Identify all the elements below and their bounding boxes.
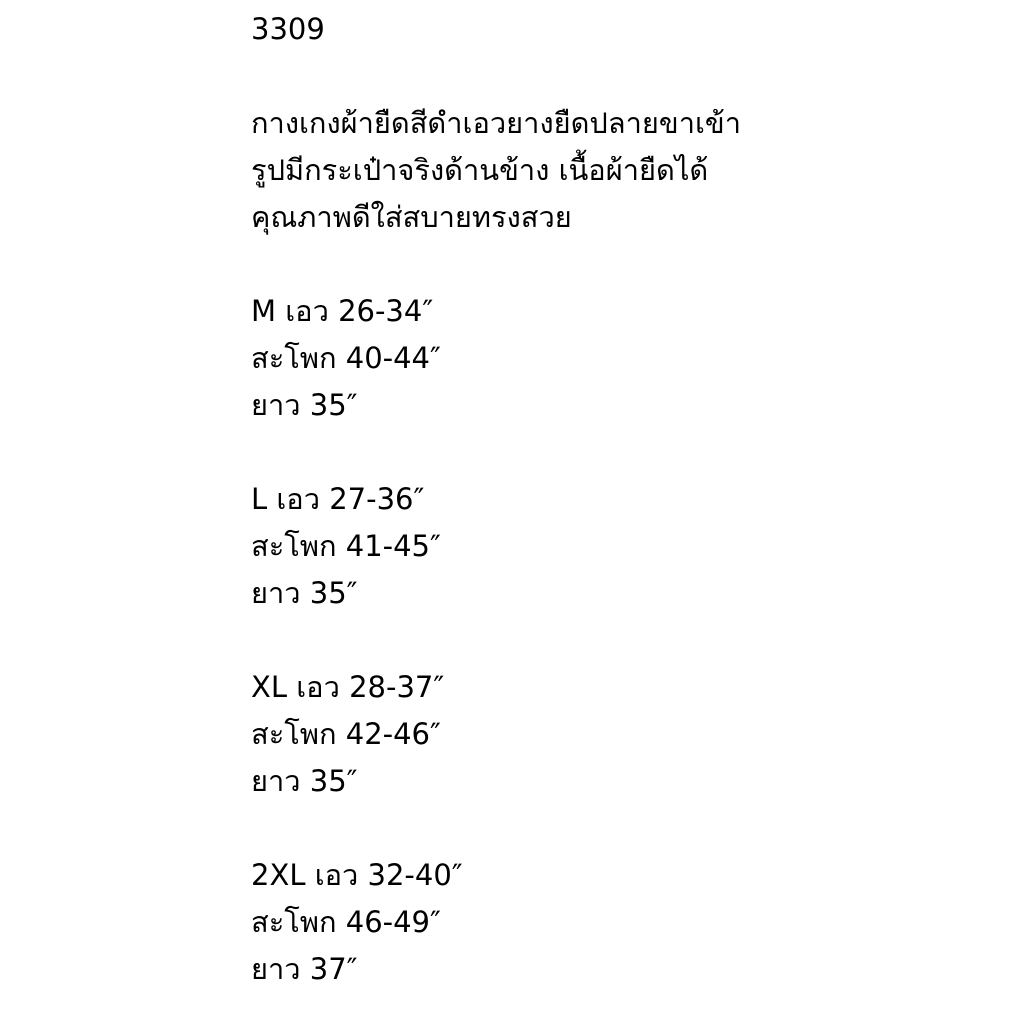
size-hip: สะโพก 46-49″ (251, 905, 441, 939)
size-waist: 2XL เอว 32-40″ (251, 858, 463, 892)
product-description (251, 100, 991, 241)
blank-line (251, 53, 991, 100)
description-line: กางเกงผ้ายืดสีดำเอวยางยืดปลายขาเข้า (251, 106, 742, 140)
size-block-xl (251, 664, 991, 805)
description-line: คุณภาพดีใส่สบายทรงสวย (251, 200, 572, 234)
blank-line (251, 429, 991, 476)
size-length: ยาว 35″ (251, 576, 358, 610)
size-waist: XL เอว 28-37″ (251, 670, 445, 704)
size-waist: M เอว 26-34″ (251, 294, 434, 328)
size-hip: สะโพก 41-45″ (251, 529, 441, 563)
product-note (251, 6, 991, 993)
blank-line (251, 241, 991, 288)
size-block-2xl (251, 852, 991, 993)
size-hip: สะโพก 42-46″ (251, 717, 441, 751)
description-line: รูปมีกระเป๋าจริงด้านข้าง เนื้อผ้ายืดได้ (251, 153, 709, 187)
blank-line (251, 617, 991, 664)
size-length: ยาว 35″ (251, 388, 358, 422)
blank-line (251, 805, 991, 852)
size-length: ยาว 35″ (251, 764, 358, 798)
size-block-m (251, 288, 991, 429)
size-hip: สะโพก 40-44″ (251, 341, 441, 375)
product-code: 3309 (251, 12, 325, 46)
size-block-l (251, 476, 991, 617)
size-waist: L เอว 27-36″ (251, 482, 425, 516)
size-length: ยาว 37″ (251, 952, 358, 986)
